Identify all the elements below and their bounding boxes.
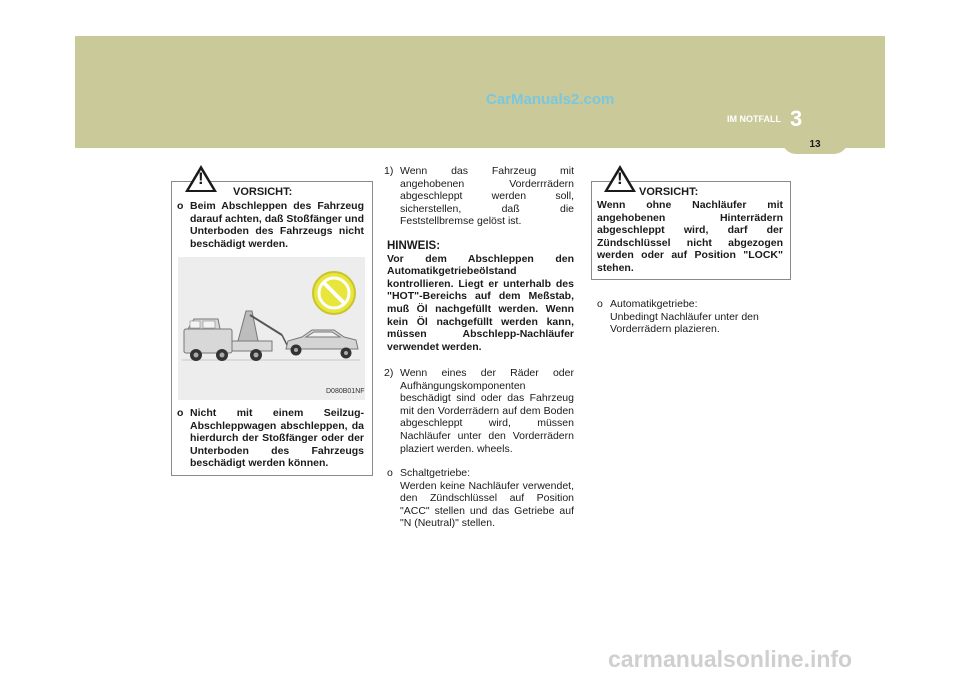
list-item-title: Schaltgetriebe:: [400, 467, 471, 479]
watermark-link[interactable]: CarManuals2.com: [486, 91, 615, 108]
image-code: D080B01NF: [326, 388, 365, 395]
towing-illustration: [178, 257, 365, 400]
chapter-title: IM NOTFALL: [727, 114, 781, 124]
list-item: o Automatikgetriebe: Unbedingt Nachläufer unter den Vorderrädern plazieren.: [597, 298, 784, 336]
page-number-tab: [782, 134, 848, 154]
list-item-text: Werden keine Nachläufer verwendet, den Zündschlüssel auf Position "ACC" stellen und das Getriebe auf "N (Neutral)" stellen.: [400, 479, 574, 530]
caution-title: VORSICHT:: [639, 186, 699, 198]
list-item: o Schaltgetriebe: Werden keine Nachläufer verwendet, den Zündschlüssel auf Position "ACC" stellen und das Getriebe auf "N (Neutral)" stellen.: [387, 467, 574, 530]
list-item-title: Automatikgetriebe:: [610, 298, 698, 310]
warning-triangle-icon: !: [604, 165, 636, 192]
list-item-text: Wenn eines der Räder oder Aufhängungskomponenten beschädigt sind oder das Fahrzeug mit den Vorderrädern auf dem Boden abgeschleppt wird, müssen Nachläufer unter den Vorderrädern plaziert werden. wheels.: [400, 367, 574, 455]
page-number: 13: [809, 139, 821, 150]
prohibition-sign-icon: [313, 272, 355, 314]
caution-item-text: Nicht mit einem Seilzug-Abschleppwagen abschleppen, da hierdurch der Stoßfänger oder der Unterboden des Fahrzeugs beschädigt werden können.: [190, 407, 364, 470]
list-item-text: Unbedingt Nachläufer unter den Vorderrädern plazieren.: [610, 310, 759, 336]
header-band: [75, 36, 885, 148]
list-item: 1) Wenn das Fahrzeug mit angehobenen Vorderrrädern abgeschleppt werden soll, sicherstellen, daß die Feststellbremse gelöst ist.: [384, 165, 574, 228]
chapter-number: 3: [790, 106, 803, 131]
list-item-text: Wenn das Fahrzeug mit angehobenen Vorderrrädern abgeschleppt werden soll, sicherstellen, daß die Feststellbremse gelöst ist.: [400, 165, 574, 228]
caution-item-text: Beim Abschleppen des Fahrzeug darauf achten, daß Stoßfänger und Unterboden des Fahrzeugs nicht beschädigt werden.: [190, 200, 364, 250]
caution-title: VORSICHT:: [233, 186, 293, 198]
list-item: 2) Wenn eines der Räder oder Aufhängungskomponenten beschädigt sind oder das Fahrzeug mit den Vorderrädern auf dem Boden abgeschleppt wird, müssen Nachläufer unter den Vorderrädern plaziert werden. wheels.: [384, 367, 574, 455]
warning-triangle-icon: !: [185, 165, 217, 192]
footer-watermark: carmanualsonline.info: [608, 646, 853, 672]
tow-truck-illustration: [178, 257, 365, 400]
note-title: HINWEIS:: [387, 240, 441, 252]
note-section: [387, 240, 574, 353]
note-text: Vor dem Abschleppen den Automatikgetriebeölstand kontrollieren. Liegt er unterhalb des "HOT"-Bereichs auf dem Meßstab, muß Öl nachgefüllt werden. Wenn kein Öl nachgefüllt werden kann, müssen Abschlepp-Nachläufer verwendet werden.: [387, 252, 574, 353]
caution-text: Wenn ohne Nachläufer mit angehobenen Hinterrädern abgeschleppt wird, darf der Zündschlüssel nicht abgezogen werden oder auf Position "LOCK" stehen.: [597, 199, 783, 274]
caution-item: o Nicht mit einem Seilzug-Abschleppwagen abschleppen, da hierdurch der Stoßfänger oder der Unterboden des Fahrzeugs beschädigt werden können.: [177, 407, 364, 470]
caution-item: o Beim Abschleppen des Fahrzeug darauf achten, daß Stoßfänger und Unterboden des Fahrzeugs nicht beschädigt werden.: [177, 200, 364, 250]
